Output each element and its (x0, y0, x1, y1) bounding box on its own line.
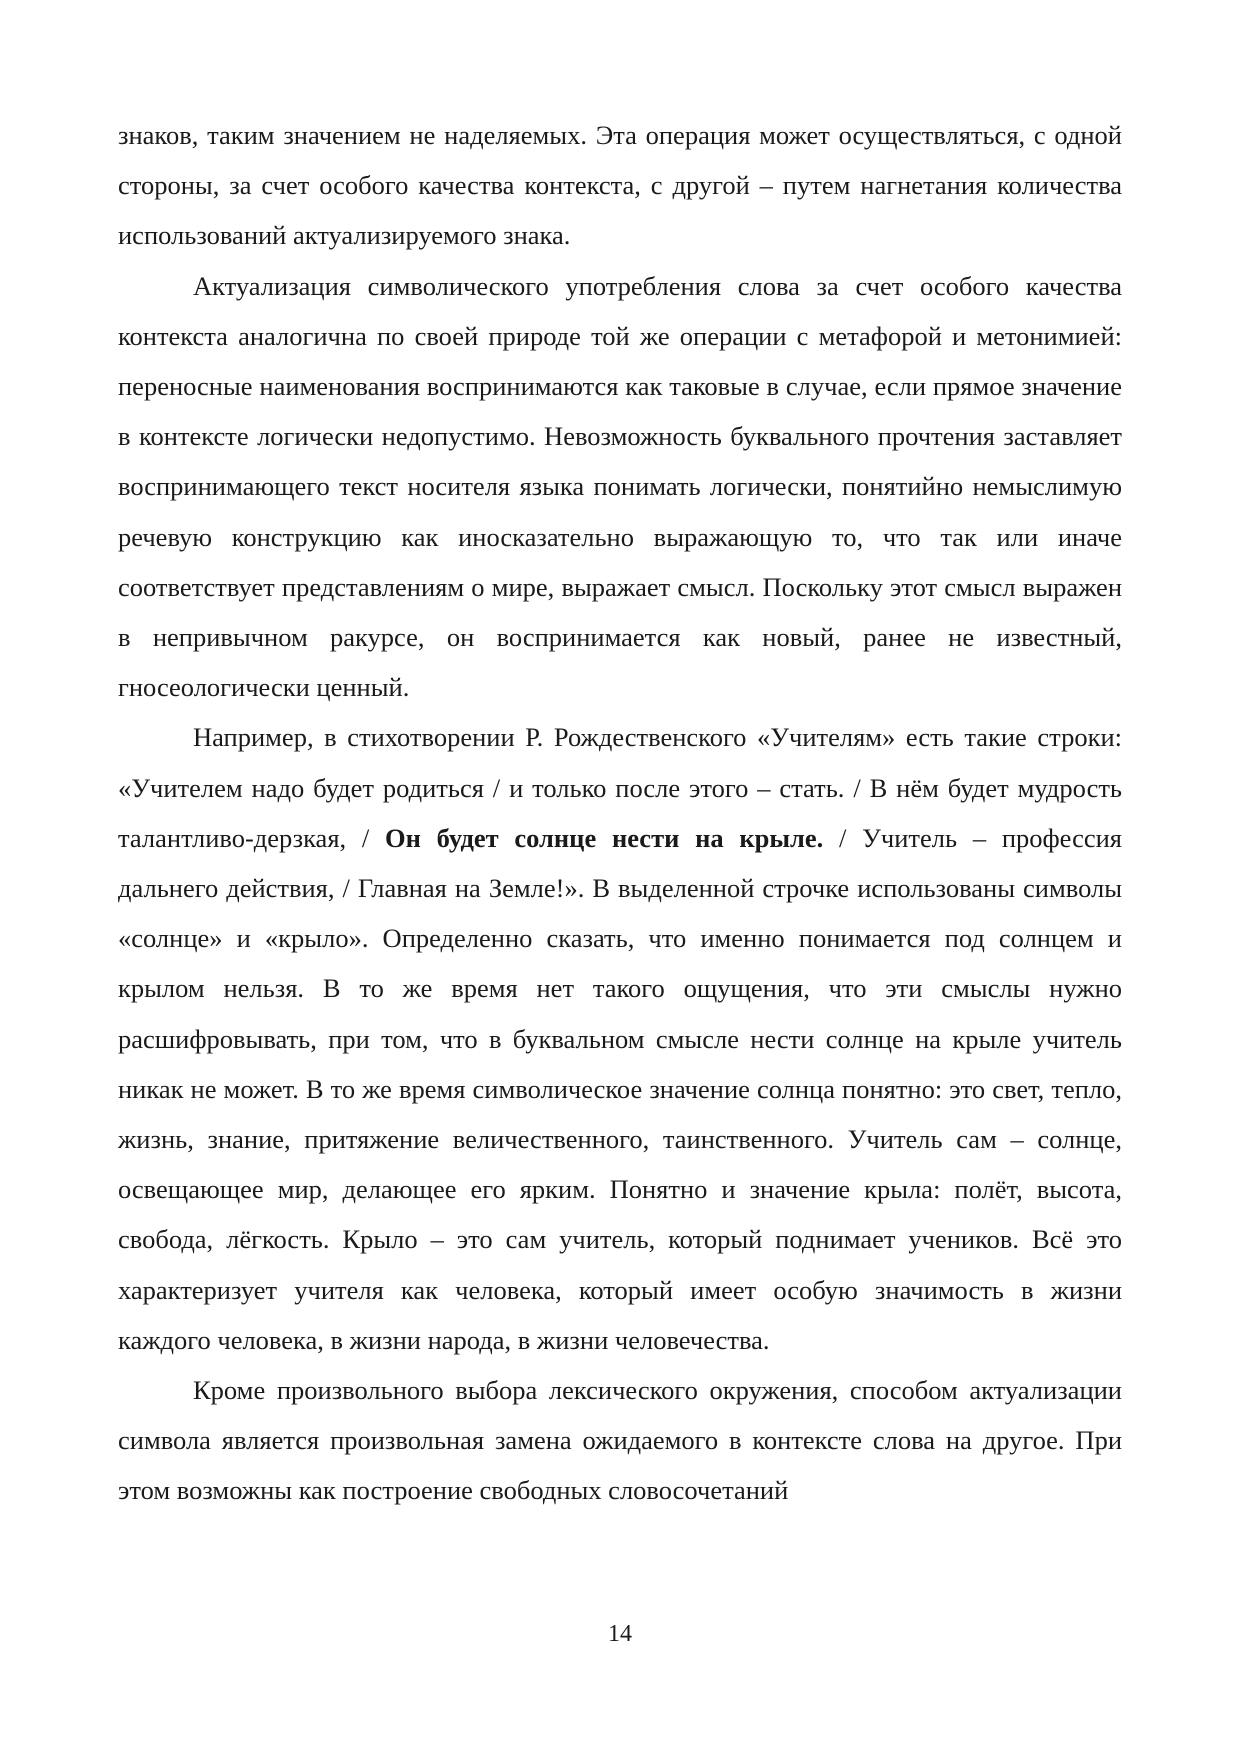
paragraph-actualization: Актуализация символического употребления слова за счет особого качества контекста аналогична по своей природе той же операции с метафорой и метонимией: переносные наименования воспринимаются как таковые в случае, если прямое значение в контексте логически недопустимо. Невозможность буквального прочтения заставляет воспринимающего текст носителя языка понимать логически, понятийно немыслимую речевую конструкцию как иносказательно выражающую то, что так или иначе соответствует представлениям о мире, выражает смысл. Поскольку этот смысл выражен в непривычном ракурсе, он воспринимается как новый, ранее не известный, гносеологически ценный. (118, 270, 1122, 703)
paragraph-continuation: знаков, таким значением не наделяемых. Эта операция может осуществляться, с одной стороны, за счет особого качества контекста, с другой – путем нагнетания количества использований актуализируемого знака. (118, 120, 1122, 251)
example-text-before: Например, в стихотворении Р. Рождественского «Учителям» есть такие строки: «Учителем надо будет родиться / и только после этого – стать. / В нём будет мудрость талантливо-дерзкая, / (118, 722, 1122, 853)
page-number: 14 (608, 1621, 632, 1647)
main-text (118, 110, 1122, 1516)
highlighted-quote: Он будет солнце нести на крыле. (385, 822, 824, 853)
example-text-after: / Учитель – профессия дальнего действия, / Главная на Земле!». В выделенной строчке использованы символы «солнце» и «крыло». Определенно сказать, что именно понимается под солнцем и крылом нельзя. В то же время нет такого ощущения, что эти смыслы нужно расшифровывать, при том, что в буквальном смысле нести солнце на крыле учитель никак не может. В то же время символическое значение солнца понятно: это свет, тепло, жизнь, знание, притяжение величественного, таинственного. Учитель сам – солнце, освещающее мир, делающее его ярким. Понятно и значение крыла: полёт, высота, свобода, лёгкость. Крыло – это сам учитель, который поднимает учеников. Всё это характеризует учителя как человека, который имеет особую значимость в жизни каждого человека, в жизни народа, в жизни человечества. (118, 822, 1122, 1355)
paragraph-replacement: Кроме произвольного выбора лексического окружения, способом актуализации символа является произвольная замена ожидаемого в контексте слова на другое. При этом возможны как построение свободных словосочетаний (118, 1375, 1122, 1506)
paragraph-example (118, 712, 1122, 1365)
